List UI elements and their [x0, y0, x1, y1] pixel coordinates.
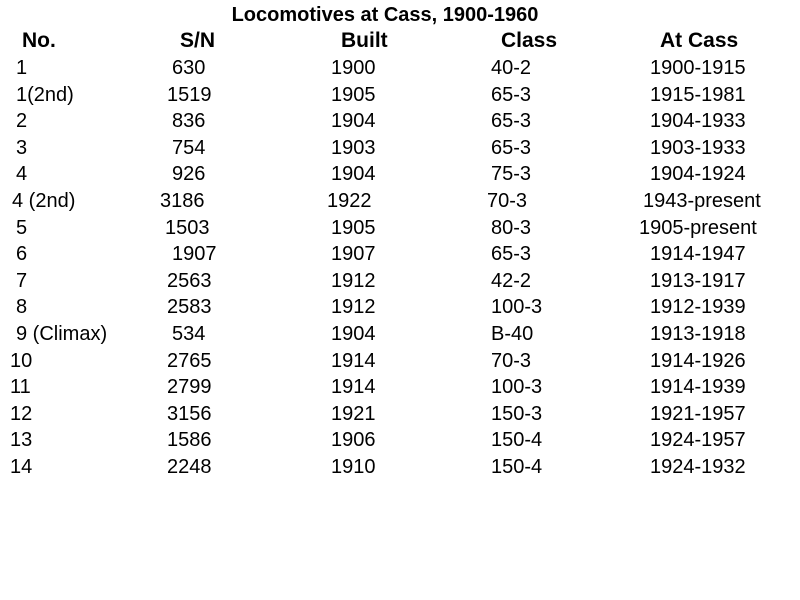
cell-at-cass: 1900-1915 — [650, 57, 746, 79]
cell-no: 1(2nd) — [16, 83, 74, 106]
cell-at-cass: 1914-1926 — [650, 349, 746, 372]
cell-at-cass: 1905-present — [639, 216, 757, 239]
cell-sn: 2765 — [167, 349, 212, 372]
cell-at-cass: 1921-1957 — [650, 402, 746, 425]
cell-built: 1914 — [331, 349, 376, 372]
cell-at-cass: 1904-1924 — [650, 163, 746, 186]
cell-built: 1904 — [331, 323, 376, 345]
cell-built: 1905 — [331, 83, 376, 106]
cell-built: 1912 — [331, 296, 376, 319]
cell-class: 100-3 — [491, 296, 543, 319]
cell-built: 1922 — [327, 190, 372, 212]
cell-at-cass: 1915-1981 — [650, 83, 746, 106]
cell-sn: 3186 — [160, 190, 205, 212]
cell-sn: 2248 — [167, 456, 212, 478]
cell-sn: 630 — [172, 57, 206, 79]
header-no: No. — [22, 29, 56, 52]
cell-at-cass: 1904-1933 — [650, 110, 746, 133]
cell-no: 11 — [10, 376, 31, 399]
cell-class: 40-2 — [491, 57, 532, 79]
cell-class: 150-3 — [491, 402, 543, 425]
cell-class: 70-3 — [491, 349, 532, 372]
cell-at-cass: 1924-1957 — [650, 429, 746, 452]
cell-no: 1 — [16, 57, 28, 79]
cell-no: 5 — [16, 216, 28, 239]
page-title: Locomotives at Cass, 1900-1960 — [231, 4, 539, 26]
cell-at-cass: 1903-1933 — [650, 136, 746, 159]
cell-built: 1910 — [331, 456, 376, 478]
cell-class: 70-3 — [487, 190, 528, 212]
cell-sn: 1586 — [167, 429, 212, 452]
cell-no: 3 — [16, 136, 28, 159]
cell-no: 14 — [10, 456, 33, 478]
cell-class: 100-3 — [491, 376, 543, 399]
cell-sn: 754 — [172, 136, 206, 159]
cell-sn: 3156 — [167, 402, 212, 425]
cell-no: 9 (Climax) — [16, 323, 108, 345]
cell-class: 150-4 — [491, 456, 543, 478]
cell-sn: 1907 — [172, 243, 217, 266]
cell-no: 4 (2nd) — [12, 190, 76, 212]
cell-at-cass: 1912-1939 — [650, 296, 746, 319]
cell-no: 10 — [10, 349, 33, 372]
cell-at-cass: 1914-1947 — [650, 243, 746, 266]
cell-class: 80-3 — [491, 216, 532, 239]
cell-sn: 2583 — [167, 296, 212, 319]
cell-built: 1906 — [331, 429, 376, 452]
cell-sn: 2799 — [167, 376, 212, 399]
cell-at-cass: 1913-1917 — [650, 269, 746, 292]
header-class: Class — [501, 29, 558, 52]
cell-at-cass: 1913-1918 — [650, 323, 746, 345]
cell-at-cass: 1914-1939 — [650, 376, 746, 399]
cell-built: 1921 — [331, 402, 376, 425]
cell-class: 65-3 — [491, 110, 532, 133]
cell-sn: 926 — [172, 163, 206, 186]
cell-class: 65-3 — [491, 83, 532, 106]
cell-class: 150-4 — [491, 429, 543, 452]
cell-no: 7 — [16, 269, 28, 292]
cell-no: 6 — [16, 243, 28, 266]
cell-sn: 534 — [172, 323, 206, 345]
cell-built: 1907 — [331, 243, 376, 266]
cell-sn: 836 — [172, 110, 206, 133]
cell-no: 12 — [10, 402, 33, 425]
cell-sn: 2563 — [167, 269, 212, 292]
cell-class: 42-2 — [491, 269, 532, 292]
cell-sn: 1519 — [167, 83, 212, 106]
cell-sn: 1503 — [165, 216, 210, 239]
cell-class: 65-3 — [491, 136, 532, 159]
cell-built: 1904 — [331, 110, 376, 133]
cell-built: 1912 — [331, 269, 376, 292]
cell-at-cass: 1943-present — [643, 190, 761, 212]
cell-no: 4 — [16, 163, 28, 186]
cell-built: 1904 — [331, 163, 376, 186]
header-at-cass: At Cass — [660, 29, 739, 52]
header-sn: S/N — [180, 29, 216, 52]
cell-built: 1905 — [331, 216, 376, 239]
cell-no: 2 — [16, 110, 28, 133]
cell-built: 1903 — [331, 136, 376, 159]
cell-class: 75-3 — [491, 163, 532, 186]
cell-class: 65-3 — [491, 243, 532, 266]
cell-built: 1900 — [331, 57, 376, 79]
cell-at-cass: 1924-1932 — [650, 456, 746, 478]
cell-no: 13 — [10, 429, 33, 452]
header-built: Built — [341, 29, 388, 52]
cell-built: 1914 — [331, 376, 376, 399]
cell-no: 8 — [16, 296, 28, 319]
cell-class: B-40 — [491, 323, 534, 345]
